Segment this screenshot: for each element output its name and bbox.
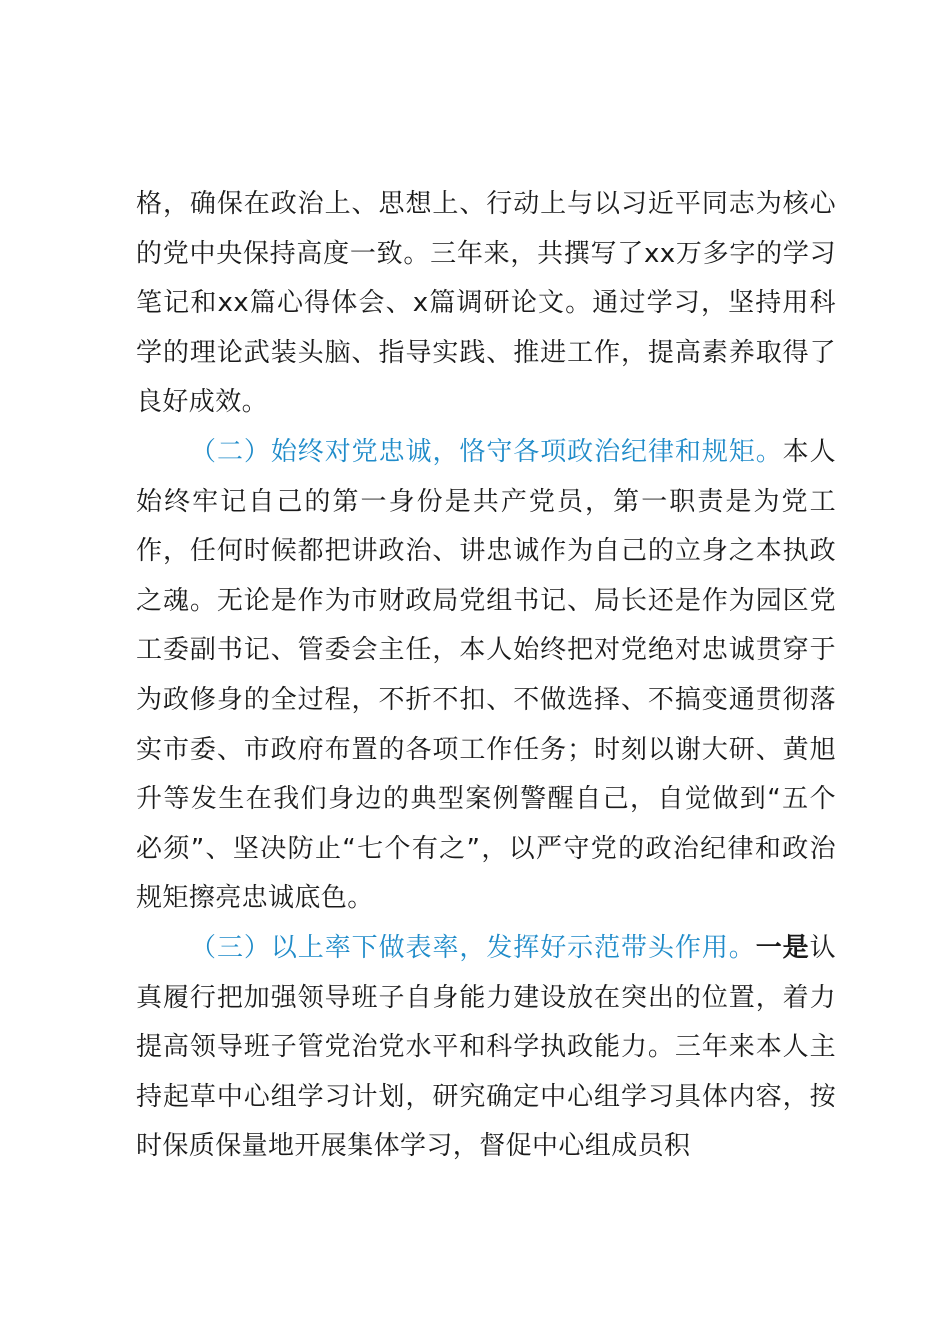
section-leadership-body: 认真履行把加强领导班子自身能力建设放在突出的位置，着力提高领导班子管党治党水平和科学执政能力。三年来本人主持起草中心组学习计划，研究确定中心组学习具体内容，按时保质保量地开展集体学习，督促中心组成员积 [136, 932, 836, 1162]
section-leadership-heading: （三）以上率下做表率，发挥好示范带头作用。 [190, 932, 756, 963]
paragraph-study-results [136, 180, 836, 428]
section-loyalty-body: 本人始终牢记自己的第一身份是共产党员，第一职责是为党工作，任何时候都把讲政治、讲忠诚作为自己的立身之本执政之魂。无论是作为市财政局党组书记、局长还是作为园区党工委副书记、管委会主任，本人始终把对党绝对忠诚贯穿于为政修身的全过程，不折不扣、不做选择、不搞变通贯彻落实市委、市政府布置的各项工作任务；时刻以谢大研、黄旭升等发生在我们身边的典型案例警醒自己，自觉做到“五个必须”、坚决防止“七个有之”，以严守党的政治纪律和政治规矩擦亮忠诚底色。 [136, 436, 836, 914]
section-loyalty-heading: （二）始终对党忠诚，恪守各项政治纪律和规矩。 [190, 436, 783, 467]
section-loyalty [136, 428, 836, 924]
document-body [136, 180, 836, 1172]
section-leadership [136, 924, 836, 1172]
section-leadership-lead: 一是 [755, 932, 810, 963]
paragraph-study-results-text: 格，确保在政治上、思想上、行动上与以习近平同志为核心的党中央保持高度一致。三年来，共撰写了xx万多字的学习笔记和xx篇心得体会、x篇调研论文。通过学习，坚持用科学的理论武装头脑、指导实践、推进工作，提高素养取得了良好成效。 [136, 189, 836, 418]
